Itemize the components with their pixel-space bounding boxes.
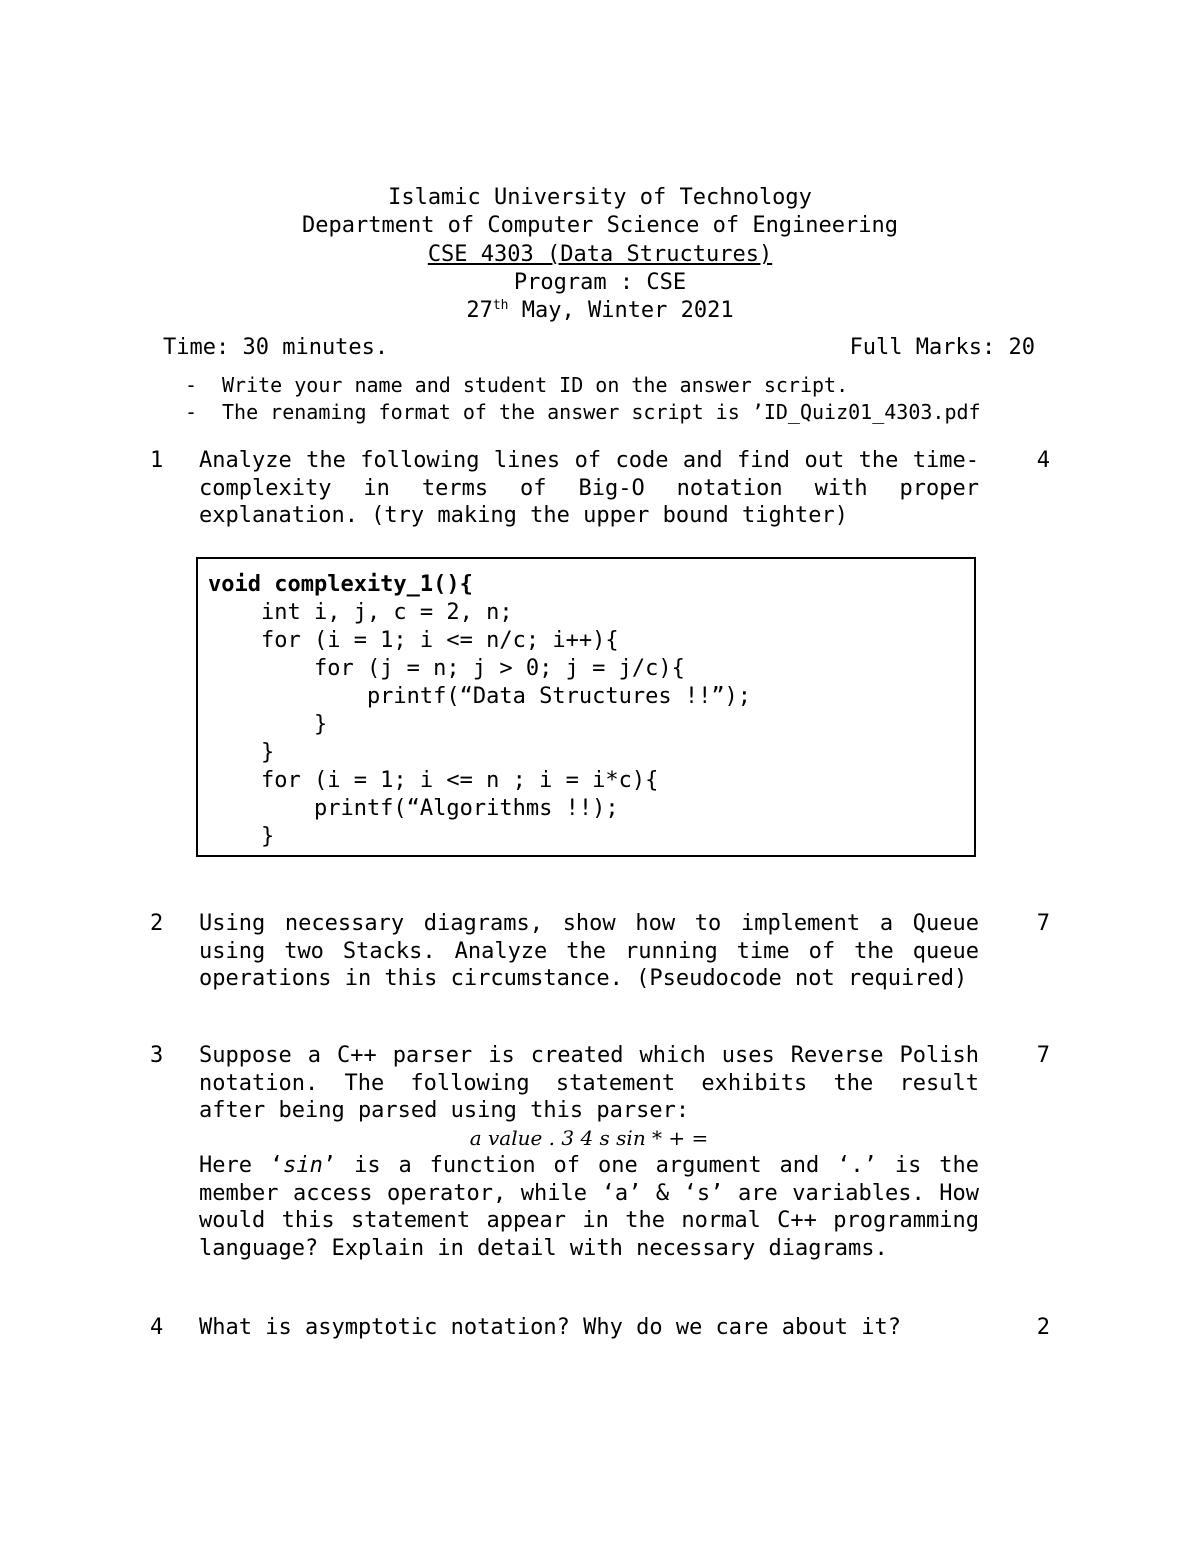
instruction-text: Write your name and student ID on the answer script. bbox=[222, 373, 849, 397]
university-name: Islamic University of Technology bbox=[388, 185, 812, 210]
course-title bbox=[0, 241, 1200, 269]
question-marks: 2 bbox=[1036, 1315, 1050, 1340]
date-suffix: th bbox=[492, 298, 509, 313]
instruction-item bbox=[185, 399, 981, 426]
instructions-list bbox=[185, 372, 981, 426]
rpn-expression: a value . 3 4 s sin * + = bbox=[469, 1125, 709, 1150]
question-number: 1 bbox=[150, 448, 164, 473]
question-text-part: Here ‘ bbox=[199, 1153, 284, 1178]
question-number: 3 bbox=[150, 1043, 164, 1068]
exam-date bbox=[0, 297, 1200, 325]
code-block bbox=[208, 571, 751, 851]
bullet-dash: - bbox=[185, 373, 198, 397]
department-name: Department of Computer Science of Engineering bbox=[301, 213, 899, 238]
question-marks: 4 bbox=[1036, 448, 1050, 473]
date-day: 27 bbox=[466, 298, 493, 323]
question-text: What is asymptotic notation? Why do we care about it? bbox=[199, 1315, 901, 1340]
code-line: printf(“Data Structures !!”); bbox=[208, 684, 752, 709]
question-number: 2 bbox=[150, 911, 164, 936]
course-title-text: CSE 4303 (Data Structures) bbox=[427, 242, 773, 267]
code-line: } bbox=[208, 712, 328, 737]
question-text-emphasis: sin bbox=[283, 1153, 323, 1178]
question-number: 4 bbox=[150, 1315, 164, 1340]
code-line: } bbox=[208, 824, 275, 849]
full-marks: Full Marks: 20 bbox=[849, 335, 1035, 360]
code-snippet-box bbox=[196, 557, 976, 857]
question-text: Using necessary diagrams, show how to implement a Queue using two Stacks. Analyze the running time of the queue operations in this circumstance. (Pseudocode not required) bbox=[199, 911, 979, 991]
exam-meta-row bbox=[163, 334, 1035, 362]
code-line: for (j = n; j > 0; j = j/c){ bbox=[208, 656, 685, 681]
code-line: int i, j, c = 2, n; bbox=[208, 600, 513, 625]
program-line: Program : CSE bbox=[513, 270, 687, 295]
question-text bbox=[199, 1042, 979, 1262]
question-marks: 7 bbox=[1036, 911, 1050, 936]
instruction-item bbox=[185, 372, 981, 399]
code-line: for (i = 1; i <= n ; i = i*c){ bbox=[208, 768, 659, 793]
question-text-part: ’ is a function of one argument and ‘.’ is the member access operator, while ‘a’ & ‘s’ are variables. How would this statement appear in the normal C++ programming language? Explain in detail with necessary diagrams. bbox=[199, 1153, 979, 1261]
code-line: } bbox=[208, 740, 275, 765]
exam-time: Time: 30 minutes. bbox=[163, 335, 389, 360]
question-text-intro: Suppose a C++ parser is created which uses Reverse Polish notation. The following statement exhibits the result after being parsed using this parser: bbox=[199, 1043, 979, 1123]
code-line: for (i = 1; i <= n/c; i++){ bbox=[208, 628, 619, 653]
code-line: printf(“Algorithms !!); bbox=[208, 796, 619, 821]
question-marks: 7 bbox=[1036, 1043, 1050, 1068]
question-text: Analyze the following lines of code and find out the time-complexity in terms of Big-O notation with proper explanation. (try making the upper bound tighter) bbox=[199, 448, 979, 528]
code-line: void complexity_1(){ bbox=[208, 572, 473, 597]
date-rest: May, Winter 2021 bbox=[508, 298, 734, 323]
instruction-text: The renaming format of the answer script is ’ID_Quiz01_4303.pdf bbox=[222, 400, 981, 424]
bullet-dash: - bbox=[185, 400, 198, 424]
